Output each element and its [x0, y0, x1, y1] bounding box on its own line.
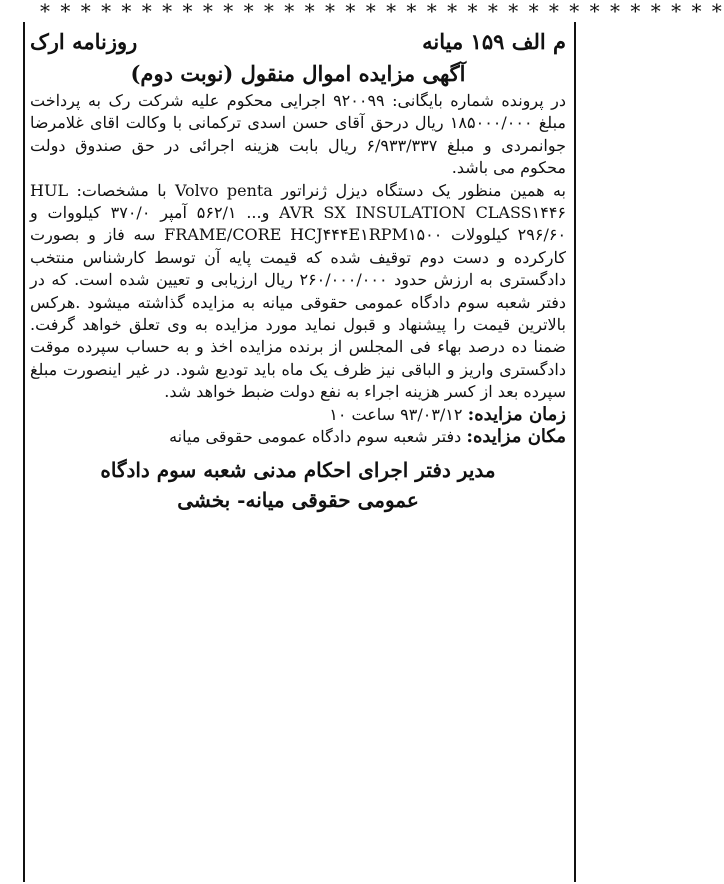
signature-line-2: عمومی حقوقی میانه- بخشی [177, 487, 419, 512]
issue-code: م الف ۱۵۹ میانه [422, 29, 566, 54]
auction-time-label: زمان مزایده: [467, 403, 566, 425]
auction-place [30, 426, 566, 448]
newspaper-name: روزنامه ارک [30, 29, 138, 54]
auction-time [30, 404, 566, 426]
auction-place-value: دفتر شعبه سوم دادگاه عمومی حقوقی میانه [169, 427, 462, 447]
notice-paragraph-1: در پرونده شماره بایگانی: ۹۲۰۰۹۹ اجرایی محکوم علیه شرکت رک به پرداخت مبلغ ۱۸۵۰۰۰/۰۰۰ ریال درحق آقای حسن اسدی ترکمانی با وکالت اقای غلامرضا جوانمردی و مبلغ ۶/۹۳۳/۳۳۷ ریال بابت هزینه اجرائی در حق صندوق دولت محکوم می باشد. [30, 91, 567, 178]
auction-place-label: مکان مزایده: [466, 426, 566, 448]
notice-body [30, 26, 566, 515]
star-border: * * * * * * * * * * * * * * * * * * * * * * * * * * * * * * * * * * [40, 0, 724, 23]
signature-line-1: مدیر دفتر اجرای احکام مدنی شعبه سوم دادگاه [100, 457, 496, 482]
notice-header [30, 26, 566, 58]
auction-time-value: ۹۳/۰۳/۱۲ ساعت ۱۰ [329, 404, 463, 424]
notice-paragraph-2: به همین منظور یک دستگاه دیزل ژنراتور Volvo penta با مشخصات: HUL AVR SX INSULATION CLASS۱۴۴۶ و... ۵۶۲/۱ آمپر ۳۷۰/۰ کیلووات و ۲۹۶/۶۰ کیلوولات FRAME/CORE HCJ۴۴۴E۱RPM۱۵۰۰ سه فاز و بصورت کارکرده و دست دوم توقیف شده که قیمت پایه آن توسط کارشناس منتخب دادگستری به ارزش حدود ۲۶۰/۰۰۰/۰۰۰ ریال ارزیابی و تعیین شده است. که در دفتر شعبه سوم دادگاه عمومی حقوقی میانه به مزایده گذاشته میشود .هرکس بالاترین قیمت را پیشنهاد و قبول نماید مورد مزایده به وی تعلق خواهد گرفت. ضمنا ده درصد بهاء فی المجلس از برنده مزایده اخذ و به حساب سپرده موقت دادگستری واریز و الباقی نیز ظرف یک ماه باید تودیع شود. در غیر اینصورت مبلغ سپرده بعد از کسر هزینه اجراء به نفع دولت ضبط خواهد شد. [30, 180, 567, 402]
signature-block [30, 455, 566, 515]
notice-title: آگهی مزایده اموال منقول (نوبت دوم) [130, 61, 466, 86]
